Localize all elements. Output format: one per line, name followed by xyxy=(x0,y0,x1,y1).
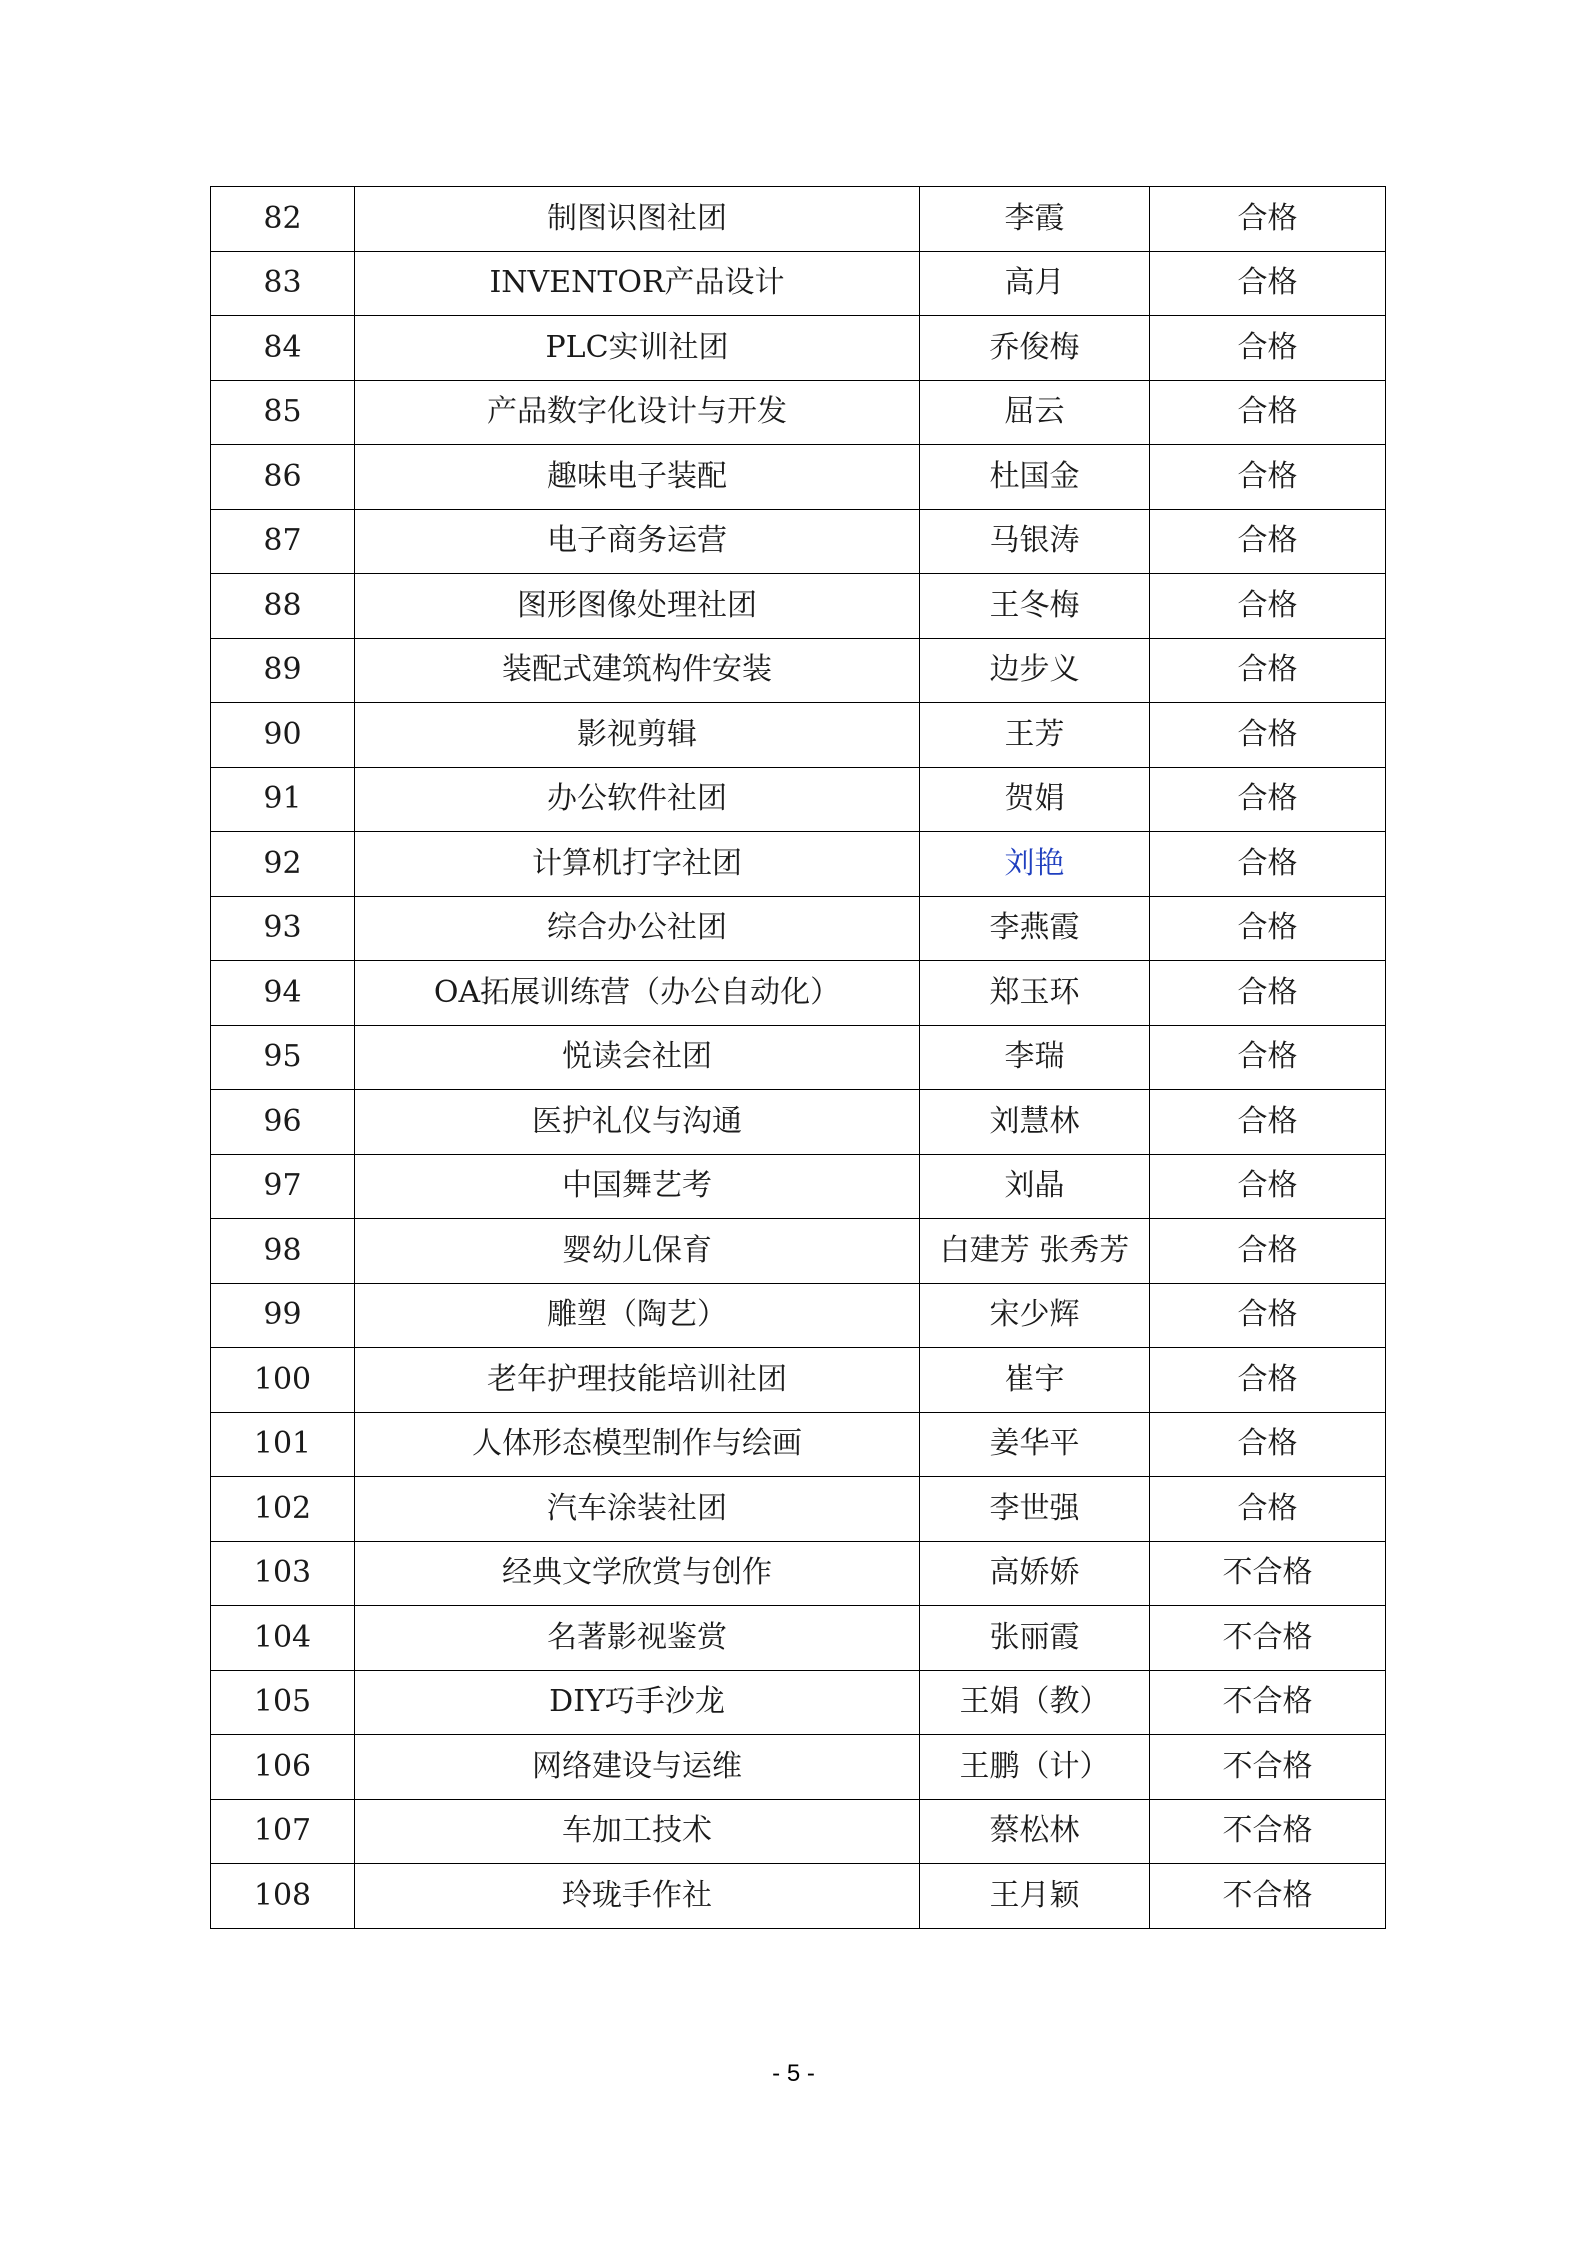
club-name-cell: 产品数字化设计与开发 xyxy=(355,380,920,445)
table-row xyxy=(211,1606,1386,1671)
result-cell: 合格 xyxy=(1150,832,1386,897)
club-name-cell: 计算机打字社团 xyxy=(355,832,920,897)
result-cell: 合格 xyxy=(1150,961,1386,1026)
table-row xyxy=(211,187,1386,252)
table-row xyxy=(211,1541,1386,1606)
teacher-cell: 蔡松林 xyxy=(920,1799,1150,1864)
result-cell: 不合格 xyxy=(1150,1670,1386,1735)
club-name-cell: 人体形态模型制作与绘画 xyxy=(355,1412,920,1477)
table-row xyxy=(211,767,1386,832)
row-number-cell: 103 xyxy=(211,1541,355,1606)
row-number-cell: 105 xyxy=(211,1670,355,1735)
result-cell: 合格 xyxy=(1150,316,1386,381)
teacher-cell: 崔宇 xyxy=(920,1348,1150,1413)
row-number-cell: 85 xyxy=(211,380,355,445)
teacher-cell: 张丽霞 xyxy=(920,1606,1150,1671)
club-name-cell: 名著影视鉴赏 xyxy=(355,1606,920,1671)
row-number-cell: 99 xyxy=(211,1283,355,1348)
result-cell: 合格 xyxy=(1150,703,1386,768)
table-row xyxy=(211,1799,1386,1864)
table-row xyxy=(211,1090,1386,1155)
teacher-cell: 马银涛 xyxy=(920,509,1150,574)
row-number-cell: 93 xyxy=(211,896,355,961)
club-name-cell: 趣味电子装配 xyxy=(355,445,920,510)
teacher-cell: 王芳 xyxy=(920,703,1150,768)
result-cell: 合格 xyxy=(1150,1025,1386,1090)
teacher-cell: 王鹏（计） xyxy=(920,1735,1150,1800)
table-row xyxy=(211,380,1386,445)
result-cell: 合格 xyxy=(1150,1154,1386,1219)
result-cell: 合格 xyxy=(1150,1219,1386,1284)
row-number-cell: 95 xyxy=(211,1025,355,1090)
teacher-cell: 乔俊梅 xyxy=(920,316,1150,381)
teacher-cell: 王月颖 xyxy=(920,1864,1150,1929)
club-name-cell: 老年护理技能培训社团 xyxy=(355,1348,920,1413)
row-number-cell: 98 xyxy=(211,1219,355,1284)
club-name-cell: INVENTOR产品设计 xyxy=(355,251,920,316)
teacher-cell: 姜华平 xyxy=(920,1412,1150,1477)
result-cell: 合格 xyxy=(1150,1348,1386,1413)
row-number-cell: 91 xyxy=(211,767,355,832)
result-cell: 合格 xyxy=(1150,1412,1386,1477)
teacher-cell: 李霞 xyxy=(920,187,1150,252)
result-cell: 合格 xyxy=(1150,445,1386,510)
row-number-cell: 90 xyxy=(211,703,355,768)
row-number-cell: 96 xyxy=(211,1090,355,1155)
result-cell: 合格 xyxy=(1150,574,1386,639)
row-number-cell: 92 xyxy=(211,832,355,897)
row-number-cell: 86 xyxy=(211,445,355,510)
row-number-cell: 108 xyxy=(211,1864,355,1929)
result-cell: 合格 xyxy=(1150,767,1386,832)
teacher-cell: 刘慧林 xyxy=(920,1090,1150,1155)
row-number-cell: 106 xyxy=(211,1735,355,1800)
result-cell: 不合格 xyxy=(1150,1606,1386,1671)
teacher-cell: 高娇娇 xyxy=(920,1541,1150,1606)
teacher-cell: 刘晶 xyxy=(920,1154,1150,1219)
teacher-cell: 宋少辉 xyxy=(920,1283,1150,1348)
row-number-cell: 89 xyxy=(211,638,355,703)
teacher-cell: 屈云 xyxy=(920,380,1150,445)
teacher-cell: 边步义 xyxy=(920,638,1150,703)
result-cell: 合格 xyxy=(1150,509,1386,574)
result-cell: 不合格 xyxy=(1150,1541,1386,1606)
club-name-cell: 悦读会社团 xyxy=(355,1025,920,1090)
club-name-cell: 车加工技术 xyxy=(355,1799,920,1864)
club-name-cell: PLC实训社团 xyxy=(355,316,920,381)
club-name-cell: 医护礼仪与沟通 xyxy=(355,1090,920,1155)
result-cell: 合格 xyxy=(1150,638,1386,703)
table-row xyxy=(211,1412,1386,1477)
row-number-cell: 83 xyxy=(211,251,355,316)
club-name-cell: 婴幼儿保育 xyxy=(355,1219,920,1284)
result-cell: 不合格 xyxy=(1150,1799,1386,1864)
club-name-cell: 电子商务运营 xyxy=(355,509,920,574)
teacher-cell: 王冬梅 xyxy=(920,574,1150,639)
row-number-cell: 107 xyxy=(211,1799,355,1864)
teacher-cell: 杜国金 xyxy=(920,445,1150,510)
teacher-cell: 李燕霞 xyxy=(920,896,1150,961)
table-row xyxy=(211,1735,1386,1800)
table-row xyxy=(211,961,1386,1026)
club-name-cell: 制图识图社团 xyxy=(355,187,920,252)
teacher-cell: 王娟（教） xyxy=(920,1670,1150,1735)
table-row xyxy=(211,1025,1386,1090)
table-row xyxy=(211,445,1386,510)
teacher-cell: 刘艳 xyxy=(920,832,1150,897)
teacher-cell: 白建芳 张秀芳 xyxy=(920,1219,1150,1284)
table-row xyxy=(211,251,1386,316)
club-name-cell: 网络建设与运维 xyxy=(355,1735,920,1800)
row-number-cell: 82 xyxy=(211,187,355,252)
club-name-cell: 综合办公社团 xyxy=(355,896,920,961)
row-number-cell: 88 xyxy=(211,574,355,639)
result-cell: 不合格 xyxy=(1150,1864,1386,1929)
result-cell: 合格 xyxy=(1150,1090,1386,1155)
table-row xyxy=(211,896,1386,961)
table-row xyxy=(211,316,1386,381)
row-number-cell: 104 xyxy=(211,1606,355,1671)
table-row xyxy=(211,1348,1386,1413)
club-evaluation-table xyxy=(210,186,1386,1929)
club-name-cell: OA拓展训练营（办公自动化） xyxy=(355,961,920,1026)
club-name-cell: 汽车涂装社团 xyxy=(355,1477,920,1542)
result-cell: 合格 xyxy=(1150,187,1386,252)
teacher-cell: 贺娟 xyxy=(920,767,1150,832)
table-row xyxy=(211,1154,1386,1219)
club-name-cell: 图形图像处理社团 xyxy=(355,574,920,639)
table-row xyxy=(211,703,1386,768)
teacher-cell: 郑玉环 xyxy=(920,961,1150,1026)
club-name-cell: 经典文学欣赏与创作 xyxy=(355,1541,920,1606)
table-row xyxy=(211,1864,1386,1929)
club-name-cell: 装配式建筑构件安装 xyxy=(355,638,920,703)
row-number-cell: 97 xyxy=(211,1154,355,1219)
table-body xyxy=(211,187,1386,1929)
row-number-cell: 84 xyxy=(211,316,355,381)
club-name-cell: DIY巧手沙龙 xyxy=(355,1670,920,1735)
teacher-cell: 李瑞 xyxy=(920,1025,1150,1090)
table-row xyxy=(211,832,1386,897)
club-name-cell: 中国舞艺考 xyxy=(355,1154,920,1219)
table-row xyxy=(211,1670,1386,1735)
row-number-cell: 100 xyxy=(211,1348,355,1413)
table-row xyxy=(211,574,1386,639)
row-number-cell: 101 xyxy=(211,1412,355,1477)
row-number-cell: 102 xyxy=(211,1477,355,1542)
result-cell: 合格 xyxy=(1150,1477,1386,1542)
table-row xyxy=(211,1219,1386,1284)
club-name-cell: 玲珑手作社 xyxy=(355,1864,920,1929)
club-name-cell: 雕塑（陶艺） xyxy=(355,1283,920,1348)
table-row xyxy=(211,1477,1386,1542)
result-cell: 合格 xyxy=(1150,896,1386,961)
teacher-cell: 高月 xyxy=(920,251,1150,316)
result-cell: 合格 xyxy=(1150,251,1386,316)
club-name-cell: 办公软件社团 xyxy=(355,767,920,832)
teacher-cell: 李世强 xyxy=(920,1477,1150,1542)
club-name-cell: 影视剪辑 xyxy=(355,703,920,768)
row-number-cell: 87 xyxy=(211,509,355,574)
table-row xyxy=(211,509,1386,574)
result-cell: 合格 xyxy=(1150,380,1386,445)
result-cell: 合格 xyxy=(1150,1283,1386,1348)
result-cell: 不合格 xyxy=(1150,1735,1386,1800)
table-row xyxy=(211,1283,1386,1348)
table-row xyxy=(211,638,1386,703)
row-number-cell: 94 xyxy=(211,961,355,1026)
page-number: - 5 - xyxy=(772,2060,815,2087)
